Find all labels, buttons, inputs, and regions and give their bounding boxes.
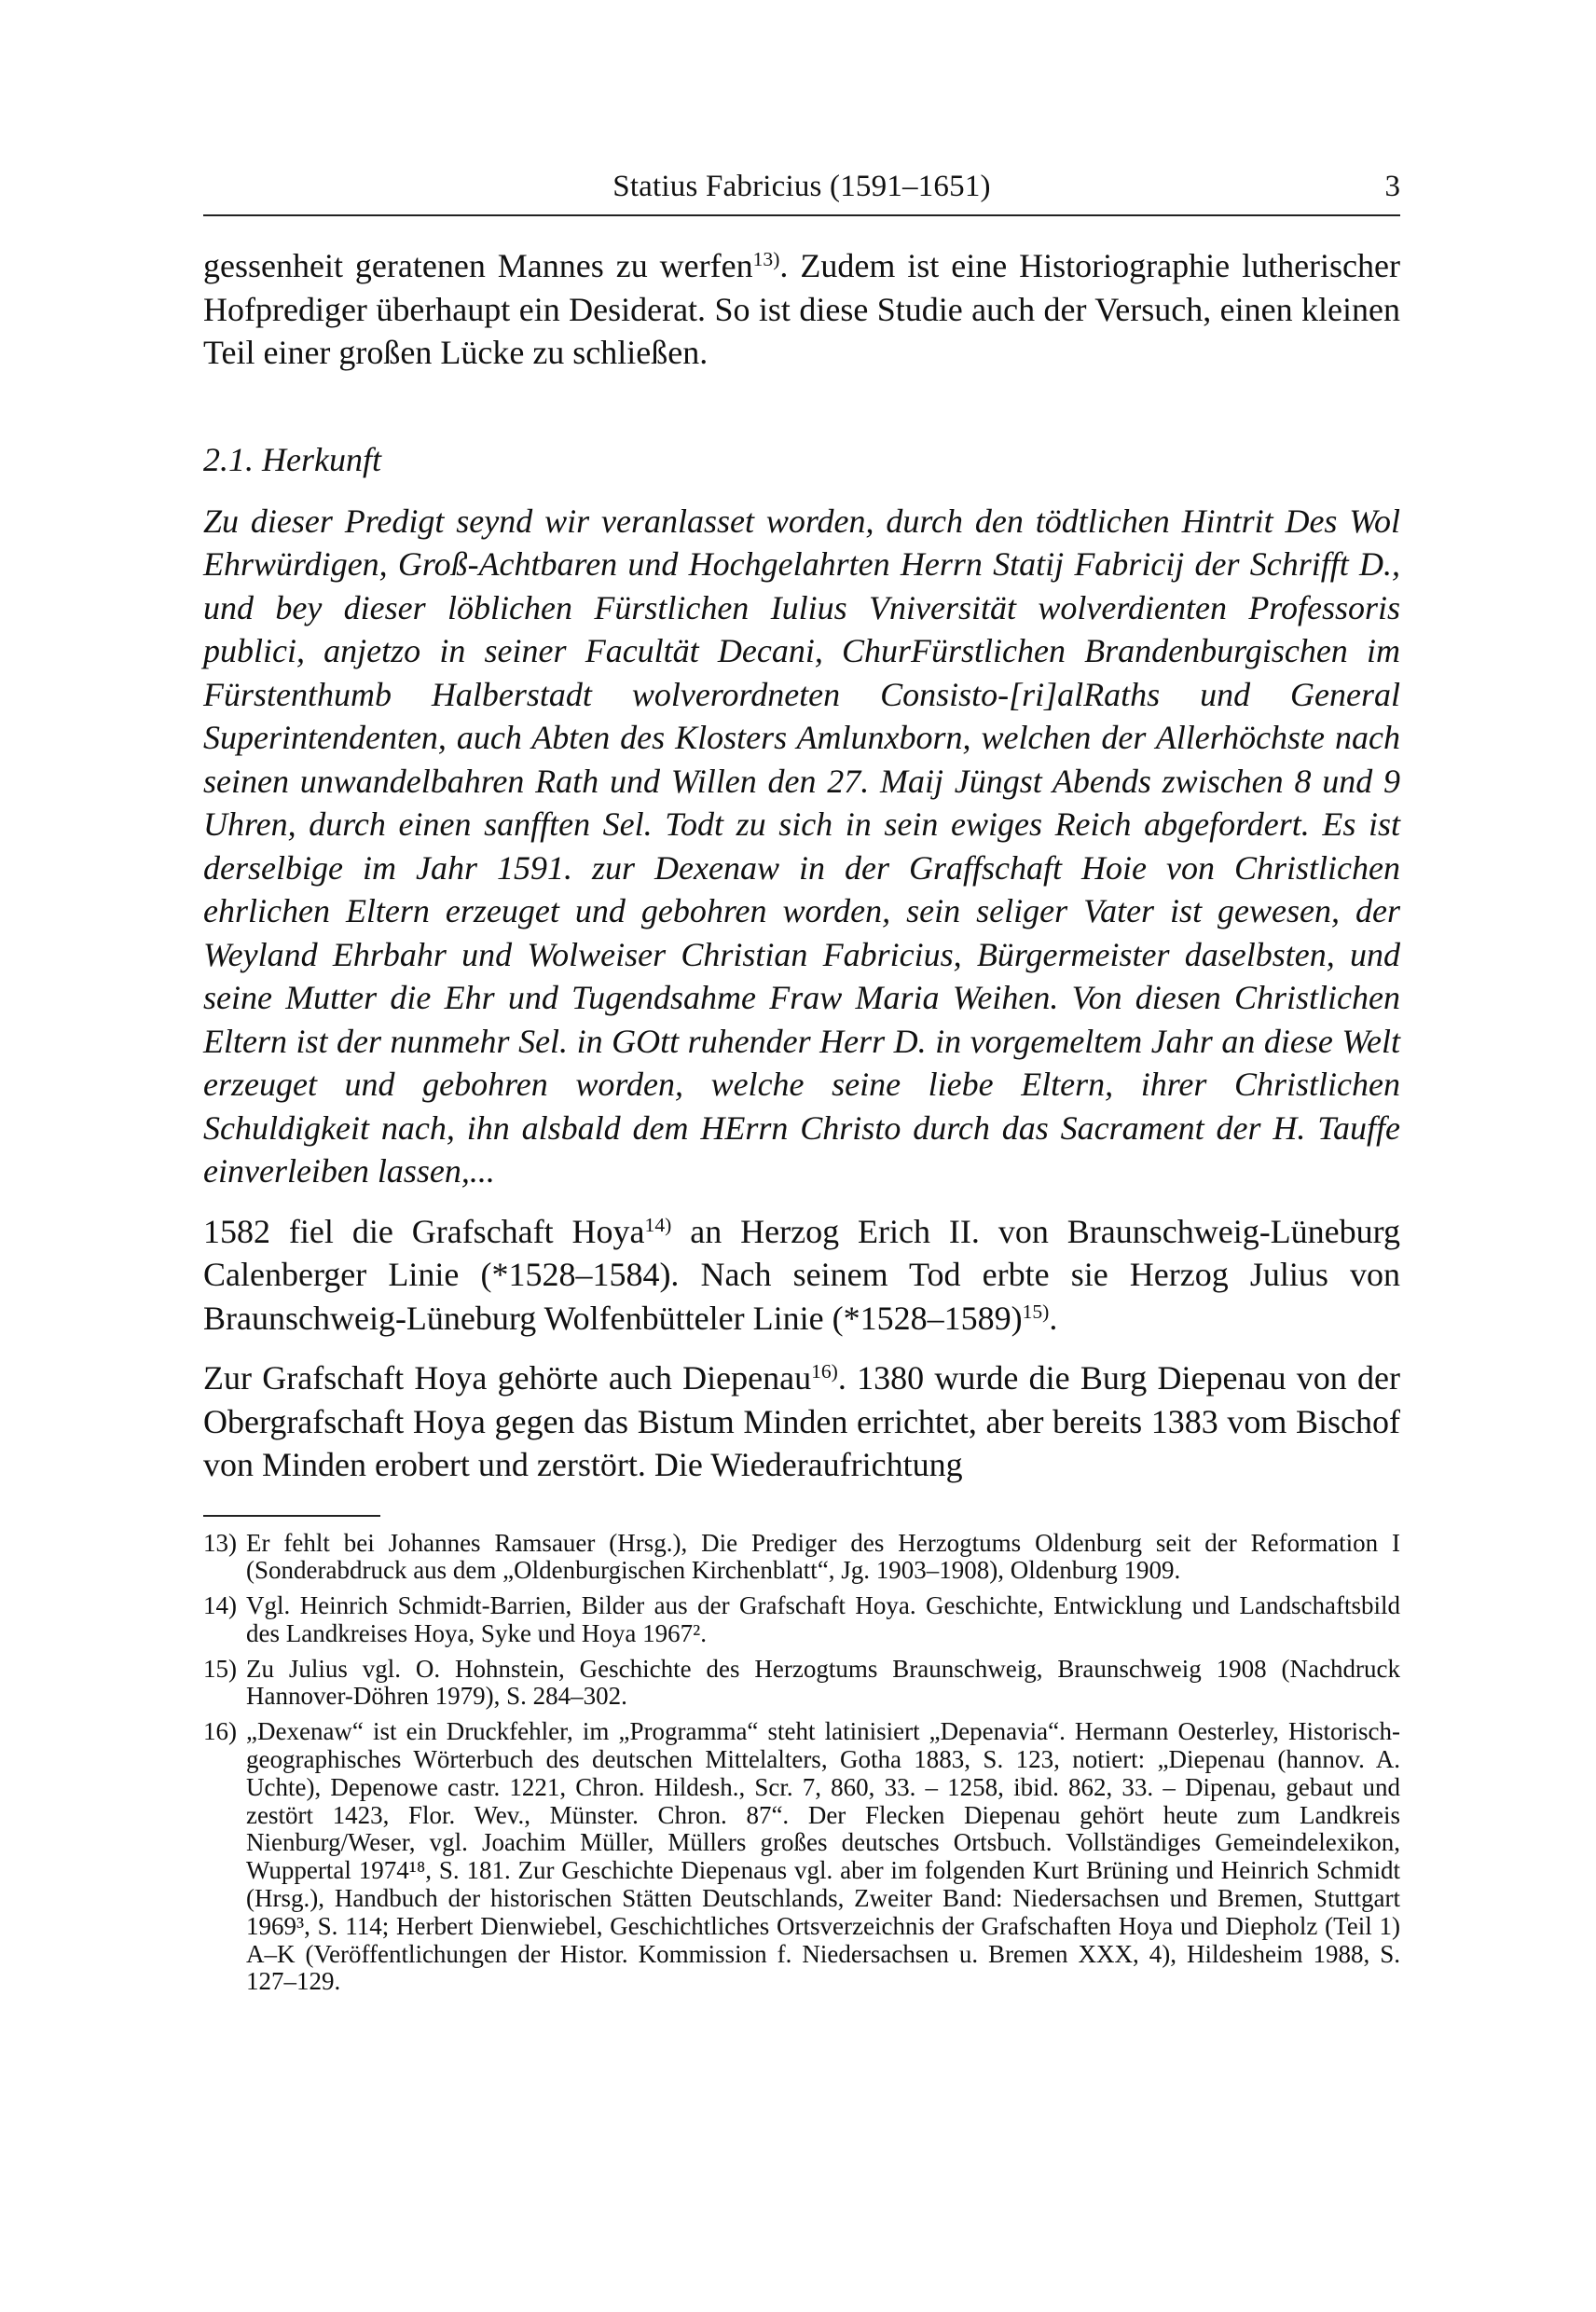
page-number: 3 bbox=[1384, 170, 1400, 203]
paragraph-diepenau-text-a: Zur Grafschaft Hoya gehörte auch Diepenau bbox=[203, 1359, 812, 1397]
footnote-text: Zu Julius vgl. O. Hohnstein, Geschichte des Herzogtums Braunschweig, Braunschweig 1908 (Nachdruck Hannover-Döhren 1979), S. 284–302. bbox=[246, 1654, 1400, 1711]
paragraph-diepenau-text-b: . 1380 wurde die Burg Diepenau von der Obergrafschaft Hoya gegen das Bistum Minden errichtet, aber bereits 1383 vom Bischof von Minden erobert und zerstört. Die Wiederaufrichtung bbox=[203, 1359, 1400, 1483]
book-page bbox=[203, 158, 1400, 2003]
paragraph-1582-text-a: 1582 fiel die Grafschaft Hoya bbox=[203, 1212, 645, 1250]
footnote-text: Vgl. Heinrich Schmidt-Barrien, Bilder aus der Grafschaft Hoya. Geschichte, Entwicklung und Landschaftsbild des Landkreises Hoya, Syke und Hoya 1967². bbox=[246, 1591, 1400, 1647]
intro-text: gessenheit geratenen Mannes zu werfen bbox=[203, 247, 753, 284]
footnote-ref-13[interactable]: 13) bbox=[752, 248, 780, 271]
section-heading: 2.1. Herkunft bbox=[203, 440, 381, 478]
sermon-quote: Zu dieser Predigt seynd wir veranlasset worden, durch den tödtlichen Hintrit Des Wol Ehrwürdigen, Groß-Achtbaren und Hochgelahrten Herrn Statij Fabricij der Schrifft D., und bey dieser löblichen Fürstlichen Iulius Vniversität wolverdienten Professoris publici, anjetzo in seiner Facultät Decani, ChurFürstlichen Brandenburgischen im Fürstenthumb Halberstadt wolverordneten Consisto-[ri]alRaths und General Superintendenten, auch Abten des Klosters Amlunxborn, welchen der Allerhöchste nach seinen unwandelbahren Rath und Willen den 27. Maij Jüngst Abends zwischen 8 und 9 Uhren, durch einen sanfften Sel. Todt zu sich in sein ewiges Reich abgefordert. Es ist derselbige im Jahr 1591. zur Dexenaw in der Graffschaft Hoie von Christlichen ehrlichen Eltern erzeuget und gebohren worden, sein seliger Vater ist gewesen, der Weyland Ehrbahr und Wolweiser Christian Fabricius, Bürgermeister daselbsten, und seine Mutter die Ehr und Tugendsahme Fraw Maria Weihen. Von diesen Christlichen Eltern ist der nunmehr Sel. in GOtt ruhender Herr D. in vorgemeltem Jahr an diese Welt erzeuget und gebohren worden, welche seine liebe Eltern, ihrer Christlichen Schuldigkeit nach, ihn alsbald dem HErrn Christo durch das Sacrament der H. Tauffe einverleiben lassen,... bbox=[203, 502, 1400, 1190]
footnote-text: „Dexenaw“ ist ein Druckfehler, im „Programma“ steht latinisiert „Depenavia“. Hermann Oesterley, Historisch-geographisches Wörterbuch des deutschen Mittelalters, Gotha 1883, S. 123, notiert: „Diepenau (hannov. A. Uchte), Depenowe castr. 1221, Chron. Hildesh., Scr. 7, 860, 33. – 1258, ibid. 862, 33. – Dipenau, gebaut und zestört 1423, Flor. Wev., Münster. Chron. 87“. Der Flecken Diepenau gehört heute zum Landkreis Nienburg/Weser, vgl. Joachim Müller, Müllers großes deutsches Ortsbuch. Vollständiges Gemeindelexikon, Wuppertal 1974¹⁸, S. 181. Zur Geschichte Diepenaus vgl. aber im folgenden Kurt Brüning und Heinrich Schmidt (Hrsg.), Handbuch der historischen Stätten Deutschlands, Zweiter Band: Niedersachsen und Bremen, Stuttgart 1969³, S. 114; Herbert Dienwiebel, Geschichtliches Ortsverzeichnis der Grafschaften Hoya und Diepholz (Teil 1) A–K (Veröffentlichungen der Histor. Kommission f. Niedersachsen u. Bremen XXX, 4), Hildesheim 1988, S. 127–129. bbox=[246, 1717, 1400, 1996]
footnote-15 bbox=[203, 1656, 1400, 1712]
footnote-13 bbox=[203, 1530, 1400, 1586]
footnote-ref-16[interactable]: 16) bbox=[811, 1360, 838, 1383]
footnotes bbox=[203, 1530, 1400, 1997]
paragraph-1582 bbox=[203, 1210, 1400, 1341]
footnote-16 bbox=[203, 1718, 1400, 1996]
running-header bbox=[203, 158, 1400, 216]
footnote-ref-15[interactable]: 15) bbox=[1022, 1300, 1050, 1323]
footnote-14 bbox=[203, 1592, 1400, 1648]
footnote-mark: 14) bbox=[203, 1591, 237, 1620]
paragraph-1582-text-b: an Herzog Erich II. von Braunschweig-Lüneburg Calenberger Linie (*1528–1584). Nach seinem Tod erbte sie Herzog Julius von Braunschweig-Lüneburg Wolfenbütteler Linie (*1528–1589) bbox=[203, 1212, 1400, 1337]
footnote-mark: 16) bbox=[203, 1717, 237, 1746]
footnote-divider bbox=[203, 1515, 380, 1517]
footnote-ref-14[interactable]: 14) bbox=[644, 1213, 672, 1236]
paragraph-diepenau bbox=[203, 1356, 1400, 1487]
paragraph-1582-text-c: . bbox=[1049, 1299, 1058, 1337]
footnote-mark: 13) bbox=[203, 1528, 237, 1557]
running-title: Statius Fabricius (1591–1651) bbox=[612, 170, 991, 203]
intro-text-continued: . Zudem ist eine Historiographie lutherischer Hofprediger überhaupt ein Desiderat. So ist diese Studie auch der Versuch, einen kleinen Teil einer großen Lücke zu schließen. bbox=[203, 247, 1401, 371]
footnote-mark: 15) bbox=[203, 1654, 237, 1683]
footnote-text: Er fehlt bei Johannes Ramsauer (Hrsg.), Die Prediger des Herzogtums Oldenburg seit der Reformation I (Sonderabdruck aus dem „Oldenburgischen Kirchenblatt“, Jg. 1903–1908), Oldenburg 1909. bbox=[246, 1528, 1400, 1585]
intro-paragraph bbox=[203, 244, 1400, 375]
